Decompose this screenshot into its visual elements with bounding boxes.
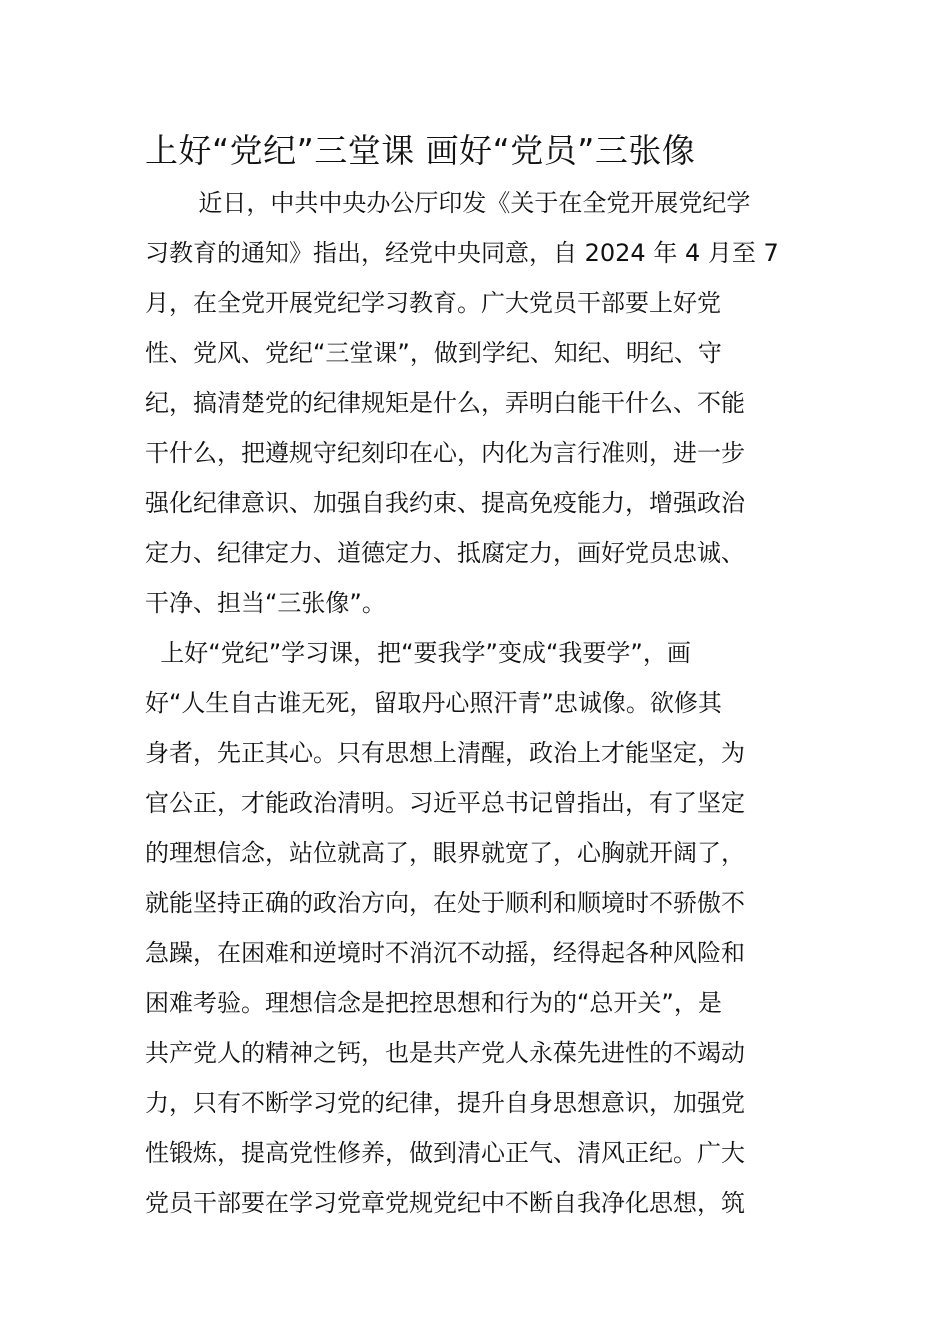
- text-line: 好“人生自古谁无死，留取丹心照汗青”忠诚像。欲修其: [145, 689, 722, 717]
- text-line: 强化纪律意识、加强自我约束、提高免疫能力，增强政治: [145, 489, 745, 517]
- text-line: 干净、担当“三张像”。: [145, 589, 386, 617]
- text-line: 力，只有不断学习党的纪律，提升自身思想意识，加强党: [145, 1089, 745, 1117]
- text-line: 官公正，才能政治清明。习近平总书记曾指出，有了坚定: [145, 789, 745, 817]
- text-line: 近日，中共中央办公厅印发《关于在全党开展党纪学: [145, 189, 751, 217]
- text-line: 共产党人的精神之钙，也是共产党人永葆先进性的不竭动: [145, 1039, 745, 1067]
- text-line: 习教育的通知》指出，经党中央同意，自 2024 年 4 月至 7: [145, 239, 779, 267]
- text-line: 的理想信念，站位就高了，眼界就宽了，心胸就开阔了，: [145, 839, 745, 867]
- text-line: 干什么，把遵规守纪刻印在心，内化为言行准则，进一步: [145, 439, 745, 467]
- document-body: [145, 178, 810, 1228]
- text-line: 困难考验。理想信念是把控思想和行为的“总开关”，是: [145, 989, 722, 1017]
- text-line: 党员干部要在学习党章党规党纪中不断自我净化思想，筑: [145, 1189, 745, 1217]
- text-line: 急躁，在困难和逆境时不消沉不动摇，经得起各种风险和: [145, 939, 745, 967]
- text-line: 就能坚持正确的政治方向，在处于顺利和顺境时不骄傲不: [145, 889, 745, 917]
- text-line: 性锻炼，提高党性修养，做到清心正气、清风正纪。广大: [145, 1139, 745, 1167]
- text-line: 纪，搞清楚党的纪律规矩是什么，弄明白能干什么、不能: [145, 389, 745, 417]
- document-title: 上好“党纪”三堂课 画好“党员”三张像: [145, 131, 696, 170]
- text-line: 性、党风、党纪“三堂课”，做到学纪、知纪、明纪、守: [145, 339, 722, 367]
- text-line: 定力、纪律定力、道德定力、抵腐定力，画好党员忠诚、: [145, 539, 745, 567]
- text-line: 身者，先正其心。只有思想上清醒，政治上才能坚定，为: [145, 739, 745, 767]
- text-line: 上好“党纪”学习课，把“要我学”变成“我要学”，画: [145, 639, 691, 667]
- text-line: 月，在全党开展党纪学习教育。广大党员干部要上好党: [145, 289, 721, 317]
